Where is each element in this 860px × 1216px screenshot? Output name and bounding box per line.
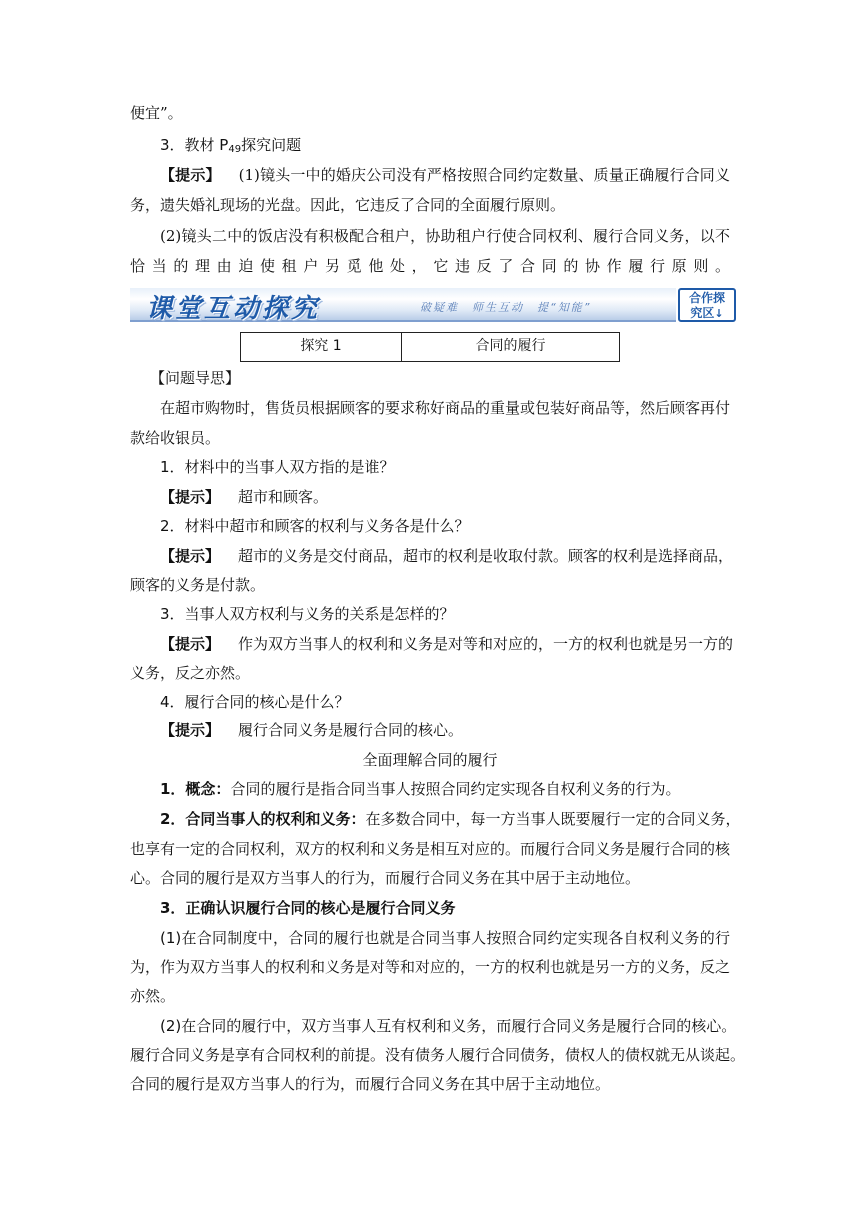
material-line-1: 在超市购物时，售货员根据顾客的要求称好商品的重量或包装好商品等，然后顾客再付: [160, 399, 731, 417]
section-heading: 全面理解合同的履行: [362, 751, 498, 769]
section-banner: [130, 288, 738, 324]
answer-3-line-2: 义务，反之亦然。: [130, 664, 251, 682]
tip-label: 【提示】: [160, 547, 221, 565]
answer-3-text: 作为双方当事人的权利和义务是对等和对应的，一方的权利也就是另一方的: [238, 635, 734, 653]
tip-1-line-2: 务，遗失婚礼现场的光盘。因此，它违反了合同的全面履行原则。: [130, 196, 566, 214]
tip-label: 【提示】: [160, 635, 221, 653]
item-3: [160, 134, 730, 161]
question-3: 3．当事人双方权利与义务的关系是怎样的？: [160, 605, 455, 623]
point-2-line-2: 也享有一定的合同权利，双方的权利和义务是相互对应的。而履行合同义务是履行合同的核: [130, 840, 731, 858]
answer-4: [160, 719, 730, 741]
point-2-label: 2．合同当事人的权利和义务：: [160, 810, 366, 828]
point-3a-line-2: 为，作为双方当事人的权利和义务是对等和对应的，一方的权利也就是另一方的义务，反之: [130, 958, 731, 976]
box-line-2: [680, 306, 734, 321]
answer-4-text: 履行合同义务是履行合同的核心。: [238, 721, 464, 739]
tip-2-line-2: 恰当的理由迫使租户另觅他处，它违反了合同的协作履行原则。: [130, 257, 730, 275]
point-1: [160, 778, 730, 800]
answer-1: [160, 486, 730, 508]
tip-label: 【提示】: [160, 166, 221, 184]
guide-heading: 【问题导思】: [150, 369, 241, 387]
answer-2-line-1: [160, 545, 734, 567]
banner-title: 课堂互动探究: [146, 294, 321, 324]
point-2-line-3: 心。合同的履行是双方当事人的行为，而履行合同义务在其中居于主动地位。: [130, 869, 641, 887]
point-3b-line-2: 履行合同义务是享有合同权利的前提。没有债务人履行合同债务，债权人的债权就无从谈起。: [130, 1046, 746, 1064]
tip-label: 【提示】: [160, 721, 221, 739]
text-line: 便宜”。: [130, 104, 183, 122]
point-2-text: 在多数合同中，每一方当事人既要履行一定的合同义务，: [365, 810, 741, 828]
answer-2-line-2: 顾客的义务是付款。: [130, 576, 266, 594]
explore-label: 探究 1: [241, 333, 402, 361]
item-3-prefix: 3．教材 P: [160, 136, 229, 154]
tip-1-text: (1)镜头一中的婚庆公司没有严格按照合同约定数量、质量正确履行合同义: [238, 166, 730, 184]
explore-table: [240, 332, 620, 362]
tip-label: 【提示】: [160, 488, 221, 506]
question-2: 2．材料中超市和顾客的权利与义务各是什么？: [160, 517, 470, 535]
arrow-down-icon: ↓: [714, 307, 724, 320]
answer-3-line-1: [160, 633, 734, 655]
point-2-line-1: [160, 808, 741, 830]
question-4: 4．履行合同的核心是什么？: [160, 693, 350, 711]
point-3a-line-1: (1)在合同制度中，合同的履行也就是合同当事人按照合同约定实现各自权利义务的行: [160, 929, 730, 947]
box-line-2-text: 究区: [690, 306, 715, 320]
point-3b-line-1: (2)在合同的履行中，双方当事人互有权利和义务，而履行合同义务是履行合同的核心。: [160, 1017, 737, 1035]
cooperation-area-box: [678, 288, 736, 322]
answer-1-text: 超市和顾客。: [238, 488, 329, 506]
banner-slogan: 破疑难 师生互动 提“知能”: [420, 301, 592, 314]
tip-2-line-1: (2)镜头二中的饭店没有积极配合租户，协助租户行使合同权利、履行合同义务，以不: [160, 227, 730, 245]
explore-topic: 合同的履行: [475, 338, 546, 354]
answer-2-text: 超市的义务是交付商品，超市的权利是收取付款。顾客的权利是选择商品，: [238, 547, 734, 565]
point-3-heading: 3．正确认识履行合同的核心是履行合同义务: [160, 899, 456, 917]
tip-1-line-1: [160, 164, 730, 186]
material-line-2: 款给收银员。: [130, 429, 221, 447]
question-1: 1．材料中的当事人双方指的是谁？: [160, 458, 395, 476]
item-3-suffix: 探究问题: [241, 136, 302, 154]
point-1-label: 1．概念：: [160, 780, 231, 798]
point-3b-line-3: 合同的履行是双方当事人的行为，而履行合同义务在其中居于主动地位。: [130, 1075, 611, 1093]
box-line-1: 合作探: [688, 291, 725, 305]
point-1-text: 合同的履行是指合同当事人按照合同约定实现各自权利义务的行为。: [230, 780, 681, 798]
point-3a-line-3: 亦然。: [130, 987, 176, 1005]
item-3-subscript: 49: [228, 144, 242, 155]
